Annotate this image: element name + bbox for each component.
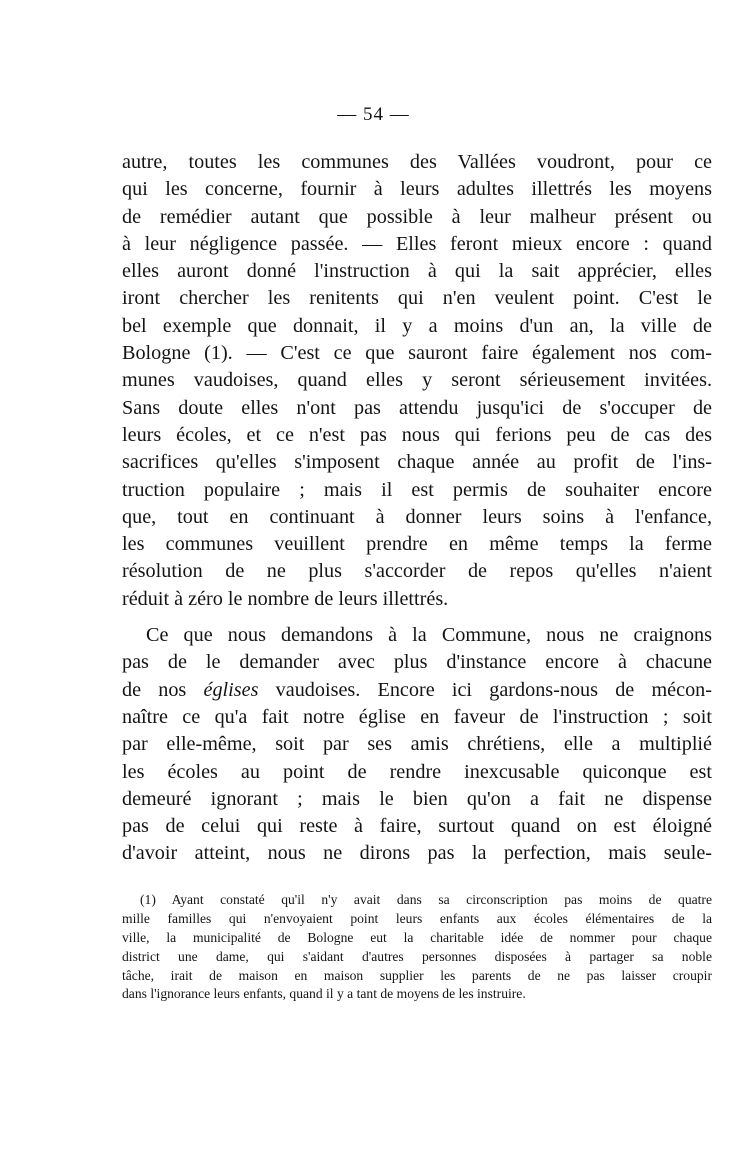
text-line: naître ce qu'a fait notre église en faveur de l'instruction ; soit — [122, 705, 712, 728]
text-fragment: de nos — [122, 678, 204, 701]
text-line: pas de celui qui reste à faire, surtout quand on est éloigné — [122, 815, 712, 838]
text-line: d'avoir atteint, nous ne dirons pas la perfection, mais seule- — [122, 842, 712, 865]
text-line: autre, toutes les communes des Vallées voudront, pour ce — [122, 151, 712, 173]
footnote-line: tâche, irait de maison en maison supplier les parents de ne pas laisser croupir — [122, 967, 712, 983]
page-number: — 54 — — [337, 104, 410, 125]
text-line: elles auront donné l'instruction à qui la sait apprécier, elles — [122, 260, 712, 283]
footnote-line: (1) Ayant constaté qu'il n'y avait dans sa circonscription pas moins de quatre — [140, 892, 712, 907]
footnote-line: dans l'ignorance leurs enfants, quand il y a tant de moyens de les instruire. — [122, 986, 526, 1002]
text-line: sacrifices qu'elles s'imposent chaque année au profit de l'ins- — [122, 451, 712, 474]
text-line: les communes veuillent prendre en même temps la ferme — [122, 533, 712, 556]
text-fragment: vaudoises. Encore ici gardons-nous de mécon- — [258, 678, 712, 701]
text-line: résolution de ne plus s'accorder de repos qu'elles n'aient — [122, 560, 712, 583]
footnote-line: district une dame, qui s'aidant d'autres personnes disposées à partager sa noble — [122, 948, 712, 964]
text-line: les écoles au point de rendre inexcusable quiconque est — [122, 760, 712, 783]
text-line: par elle-même, soit par ses amis chrétiens, elle a multiplié — [122, 733, 712, 756]
text-line: Sans doute elles n'ont pas attendu jusqu'ici de s'occuper de — [122, 396, 712, 419]
text-line: qui les concerne, fournir à leurs adultes illettrés les moyens — [122, 178, 712, 201]
text-line: munes vaudoises, quand elles y seront sérieusement invitées. — [122, 369, 712, 392]
text-line: pas de le demander avec plus d'instance encore à chacune — [122, 651, 712, 674]
text-line: iront chercher les renitents qui n'en veulent point. C'est le — [122, 287, 712, 310]
text-line: truction populaire ; mais il est permis de souhaiter encore — [122, 478, 712, 501]
italic-word: églises — [203, 678, 259, 701]
main-text — [122, 149, 712, 868]
footnote-line: mille familles qui n'envoyaient point leurs enfants aux écoles élémentaires de la — [122, 910, 712, 926]
text-line: Ce que nous demandons à la Commune, nous ne craignons — [146, 624, 712, 647]
text-line: demeuré ignorant ; mais le bien qu'on a fait ne dispense — [122, 787, 712, 810]
text-line: Bologne (1). — C'est ce que sauront faire également nos com- — [122, 342, 712, 365]
text-line: à leur négligence passée. — Elles feront mieux encore : quand — [122, 232, 712, 255]
paragraph-gap — [122, 613, 712, 622]
text-line: bel exemple que donnait, il y a moins d'un an, la ville de — [122, 314, 712, 337]
footnote — [122, 891, 712, 1004]
footnote-line: ville, la municipalité de Bologne eut la charitable idée de nommer pour chaque — [122, 929, 712, 945]
text-line: que, tout en continuant à donner leurs soins à l'enfance, — [122, 505, 712, 528]
text-line: de remédier autant que possible à leur malheur présent ou — [122, 205, 712, 228]
text-line: leurs écoles, et ce n'est pas nous qui ferions peu de cas des — [122, 423, 712, 446]
text-line: réduit à zéro le nombre de leurs illettrés. — [122, 587, 449, 610]
text-line — [122, 677, 712, 704]
